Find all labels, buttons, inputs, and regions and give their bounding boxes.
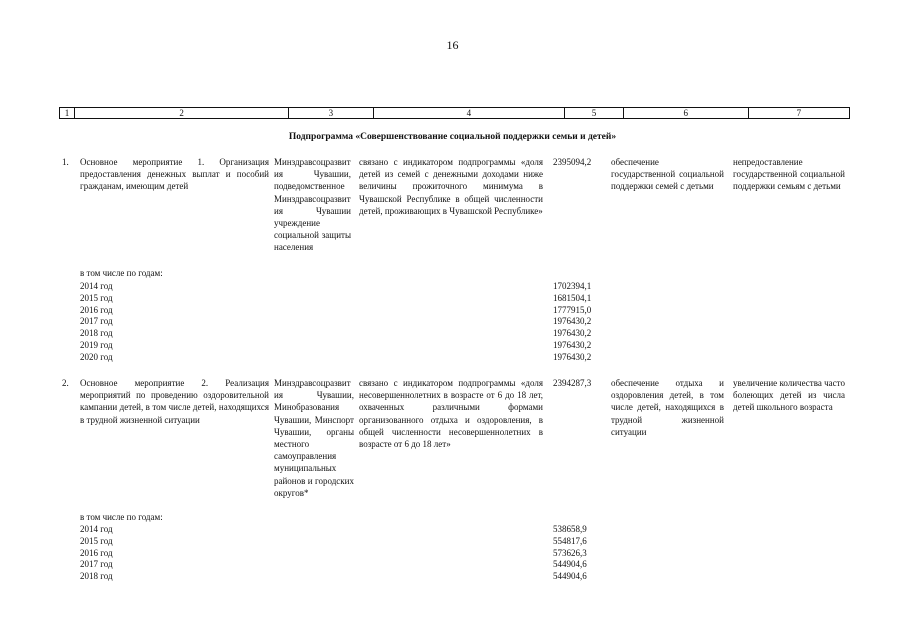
- list-item: 538658,9: [553, 524, 587, 534]
- row2-years-label: в том числе по годам:: [80, 512, 163, 522]
- row2-years-list: [80, 524, 113, 583]
- header-col-7: 7: [796, 108, 802, 118]
- row2-measure-name: Основное мероприятие 2. Реализация мероприятий по проведению оздоровительной кампании детей, в том числе детей, находящихся в трудной жизненной ситуации: [80, 378, 269, 425]
- row1-years-list: [80, 281, 113, 364]
- row1-number: 1.: [62, 157, 69, 167]
- header-col-4: 4: [374, 108, 566, 118]
- list-item: 554817,6: [553, 535, 587, 546]
- list-item: 2019 год: [80, 339, 113, 350]
- list-item: 1777915,0: [553, 304, 592, 315]
- page-number: 16: [446, 38, 459, 52]
- row2-number: 2.: [62, 378, 69, 388]
- row2-result: обеспечение отдыха и оздоровления детей, в том числе детей, находящихся в трудной жизненной ситуации: [611, 378, 724, 437]
- row1-amounts-list: [553, 281, 591, 364]
- row1-indicator: связано с индикатором подпрограммы «доля детей из семей с денежными доходами ниже величины прожиточного минимума в Чувашской Республике в общей численности детей, проживающих в Чувашской Республике»: [359, 157, 543, 216]
- list-item: 2017 год: [80, 559, 113, 570]
- header-col-3: 3: [289, 108, 373, 118]
- header-col-6: 6: [624, 108, 749, 118]
- list-item: 2017 год: [80, 316, 113, 327]
- row2-indicator: связано с индикатором подпрограммы «доля несовершеннолетних в возрасте от 6 до 18 лет, охваченных различными формами организованного отдыха и оздоровления, в общей численности несовершеннолетних в возрасте от 6 до 18 лет»: [359, 378, 543, 450]
- row1-result: обеспечение государственной социальной поддержки семей с детьми: [611, 157, 724, 192]
- list-item: 2016 год: [80, 547, 113, 558]
- list-item: 2015 год: [80, 292, 113, 303]
- list-item: 1976430,2: [553, 316, 592, 327]
- row1-years-label: в том числе по годам:: [80, 268, 163, 278]
- row1-measure-name: Основное мероприятие 1. Организация предоставления денежных выплат и пособий гражданам, имеющим детей: [80, 157, 269, 192]
- row2-total: 2394287,3: [553, 378, 592, 388]
- list-item: 1702394,1: [553, 281, 592, 291]
- row1-responsible: Минздравсоцразвития Чувашии, подведомственное Минздравсоцразвития Чувашии учреждение социальной защиты населения: [274, 157, 351, 253]
- list-item: 2018 год: [80, 328, 113, 339]
- row2-amounts-list: [553, 524, 587, 583]
- list-item: 1976430,2: [553, 339, 592, 350]
- header-col-2: 2: [75, 108, 289, 118]
- list-item: 2018 год: [80, 571, 113, 582]
- list-item: 2014 год: [80, 281, 113, 291]
- row2-responsible: Минздравсоцразвития Чувашии, Минобразования Чувашии, Минспорт Чувашии, органы местного самоуправления муниципальных районов и городских округов*: [274, 378, 354, 498]
- row2-consequence: увеличение количества часто болеющих детей из числа детей школьного возраста: [733, 378, 845, 413]
- table-header-row: [59, 107, 850, 119]
- header-col-5: 5: [565, 108, 624, 118]
- subprogram-title: Подпрограмма «Совершенствование социальной поддержки семьи и детей»: [288, 132, 617, 142]
- list-item: 1976430,2: [553, 351, 592, 362]
- header-col-1: 1: [60, 108, 75, 118]
- list-item: 1976430,2: [553, 328, 592, 339]
- row1-total: 2395094,2: [553, 157, 592, 167]
- list-item: 573626,3: [553, 547, 587, 558]
- list-item: 2016 год: [80, 304, 113, 315]
- list-item: 2020 год: [80, 351, 113, 362]
- list-item: 1681504,1: [553, 292, 592, 303]
- row1-consequence: непредоставление государственной социальной поддержки семьям с детьми: [733, 157, 845, 192]
- list-item: 544904,6: [553, 571, 587, 582]
- list-item: 544904,6: [553, 559, 587, 570]
- list-item: 2014 год: [80, 524, 113, 534]
- list-item: 2015 год: [80, 535, 113, 546]
